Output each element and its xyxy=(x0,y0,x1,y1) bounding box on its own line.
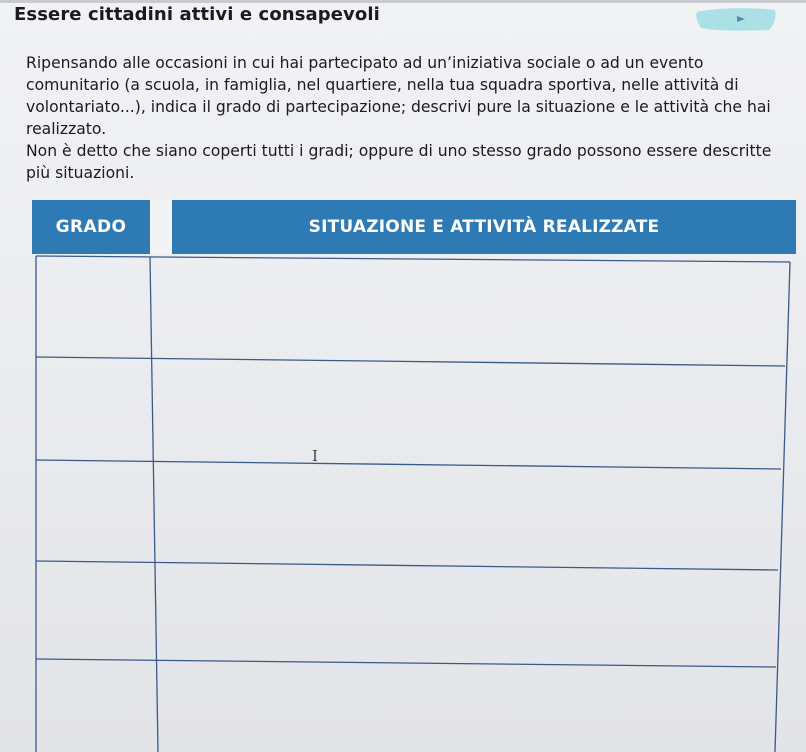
instruction-paragraph-1: Ripensando alle occasioni in cui hai partecipato ad un’iniziativa sociale o ad un evento comunitario (a scuola, in famiglia, nel quartiere, nella tua squadra sportiva, nelle attività di volontariato...), indica il grado di partecipazione; descrivi pure la situazione e le attività che hai realizzato. xyxy=(26,54,771,138)
grado-cell-4[interactable] xyxy=(38,564,153,658)
grado-cell-5[interactable] xyxy=(38,662,154,752)
top-rule xyxy=(0,0,806,3)
situazione-cell-1[interactable] xyxy=(154,261,782,359)
header-grado: GRADO xyxy=(55,217,127,237)
grado-cell-1[interactable] xyxy=(38,258,150,356)
text-cursor-icon: I xyxy=(312,447,318,465)
instructions xyxy=(26,52,796,184)
grado-cell-3[interactable] xyxy=(38,463,152,559)
situazione-cell-3[interactable] xyxy=(157,468,777,564)
header-situazione: SITUAZIONE E ATTIVITÀ REALIZZATE xyxy=(308,217,660,237)
situazione-cell-4[interactable] xyxy=(158,569,774,663)
header-divider xyxy=(150,200,172,254)
situazione-cell-5[interactable] xyxy=(160,668,772,752)
grado-cell-2[interactable] xyxy=(38,360,151,458)
instruction-paragraph-2: Non è detto che siano coperti tutti i gradi; oppure di uno stesso grado possono essere descritte più situazioni. xyxy=(26,142,772,182)
situazione-cell-2[interactable] xyxy=(156,365,780,463)
teal-brush-decoration-icon xyxy=(693,6,779,32)
page-title: Essere cittadini attivi e consapevoli xyxy=(14,4,380,25)
